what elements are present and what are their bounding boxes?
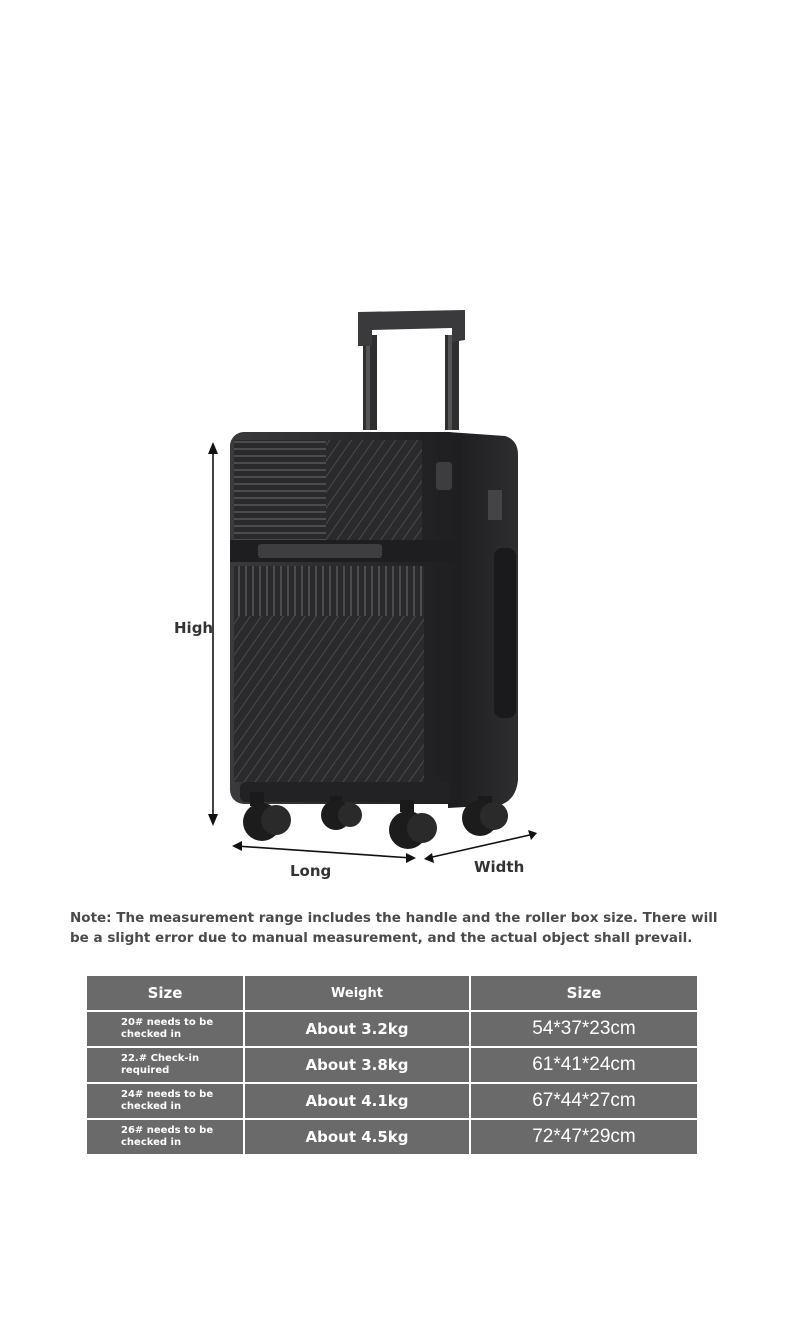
row-size-text: 20# needs to be checked in xyxy=(121,1017,214,1040)
table-row xyxy=(87,1012,697,1048)
row-size-text: 26# needs to be checked in xyxy=(121,1125,214,1148)
length-label: Long xyxy=(290,862,332,880)
trolley-handle xyxy=(358,310,465,430)
row-size-text: 24# needs to be checked in xyxy=(121,1089,214,1112)
table-header-row xyxy=(87,976,697,1012)
width-label: Width xyxy=(474,858,525,876)
height-label: High xyxy=(174,619,214,637)
row-dimensions: 67*44*27cm xyxy=(471,1084,697,1120)
table-row xyxy=(87,1084,697,1120)
side-handle xyxy=(494,548,516,718)
row-dimensions: 54*37*23cm xyxy=(471,1012,697,1048)
row-size xyxy=(87,1048,245,1084)
row-weight: About 4.1kg xyxy=(245,1084,471,1120)
row-dimensions: 61*41*24cm xyxy=(471,1048,697,1084)
table-row xyxy=(87,1048,697,1084)
header-weight: Weight xyxy=(245,976,471,1012)
table-row xyxy=(87,1120,697,1156)
header-size: Size xyxy=(87,976,245,1012)
header-dimensions: Size xyxy=(471,976,697,1012)
row-weight: About 3.2kg xyxy=(245,1012,471,1048)
row-weight: About 4.5kg xyxy=(245,1120,471,1156)
measurement-note: Note: The measurement range includes the handle and the roller box size. There will be a slight error due to manual measurement, and the actual object shall prevail. xyxy=(70,910,718,946)
length-arrow xyxy=(232,841,416,863)
row-size xyxy=(87,1120,245,1156)
size-spec-table xyxy=(87,976,697,1156)
row-size xyxy=(87,1084,245,1120)
suitcase-body xyxy=(230,432,462,804)
row-size xyxy=(87,1012,245,1048)
row-dimensions: 72*47*29cm xyxy=(471,1120,697,1156)
row-size-text: 22.# Check-in required xyxy=(121,1053,200,1076)
row-weight: About 3.8kg xyxy=(245,1048,471,1084)
tsa-lock xyxy=(488,490,502,520)
